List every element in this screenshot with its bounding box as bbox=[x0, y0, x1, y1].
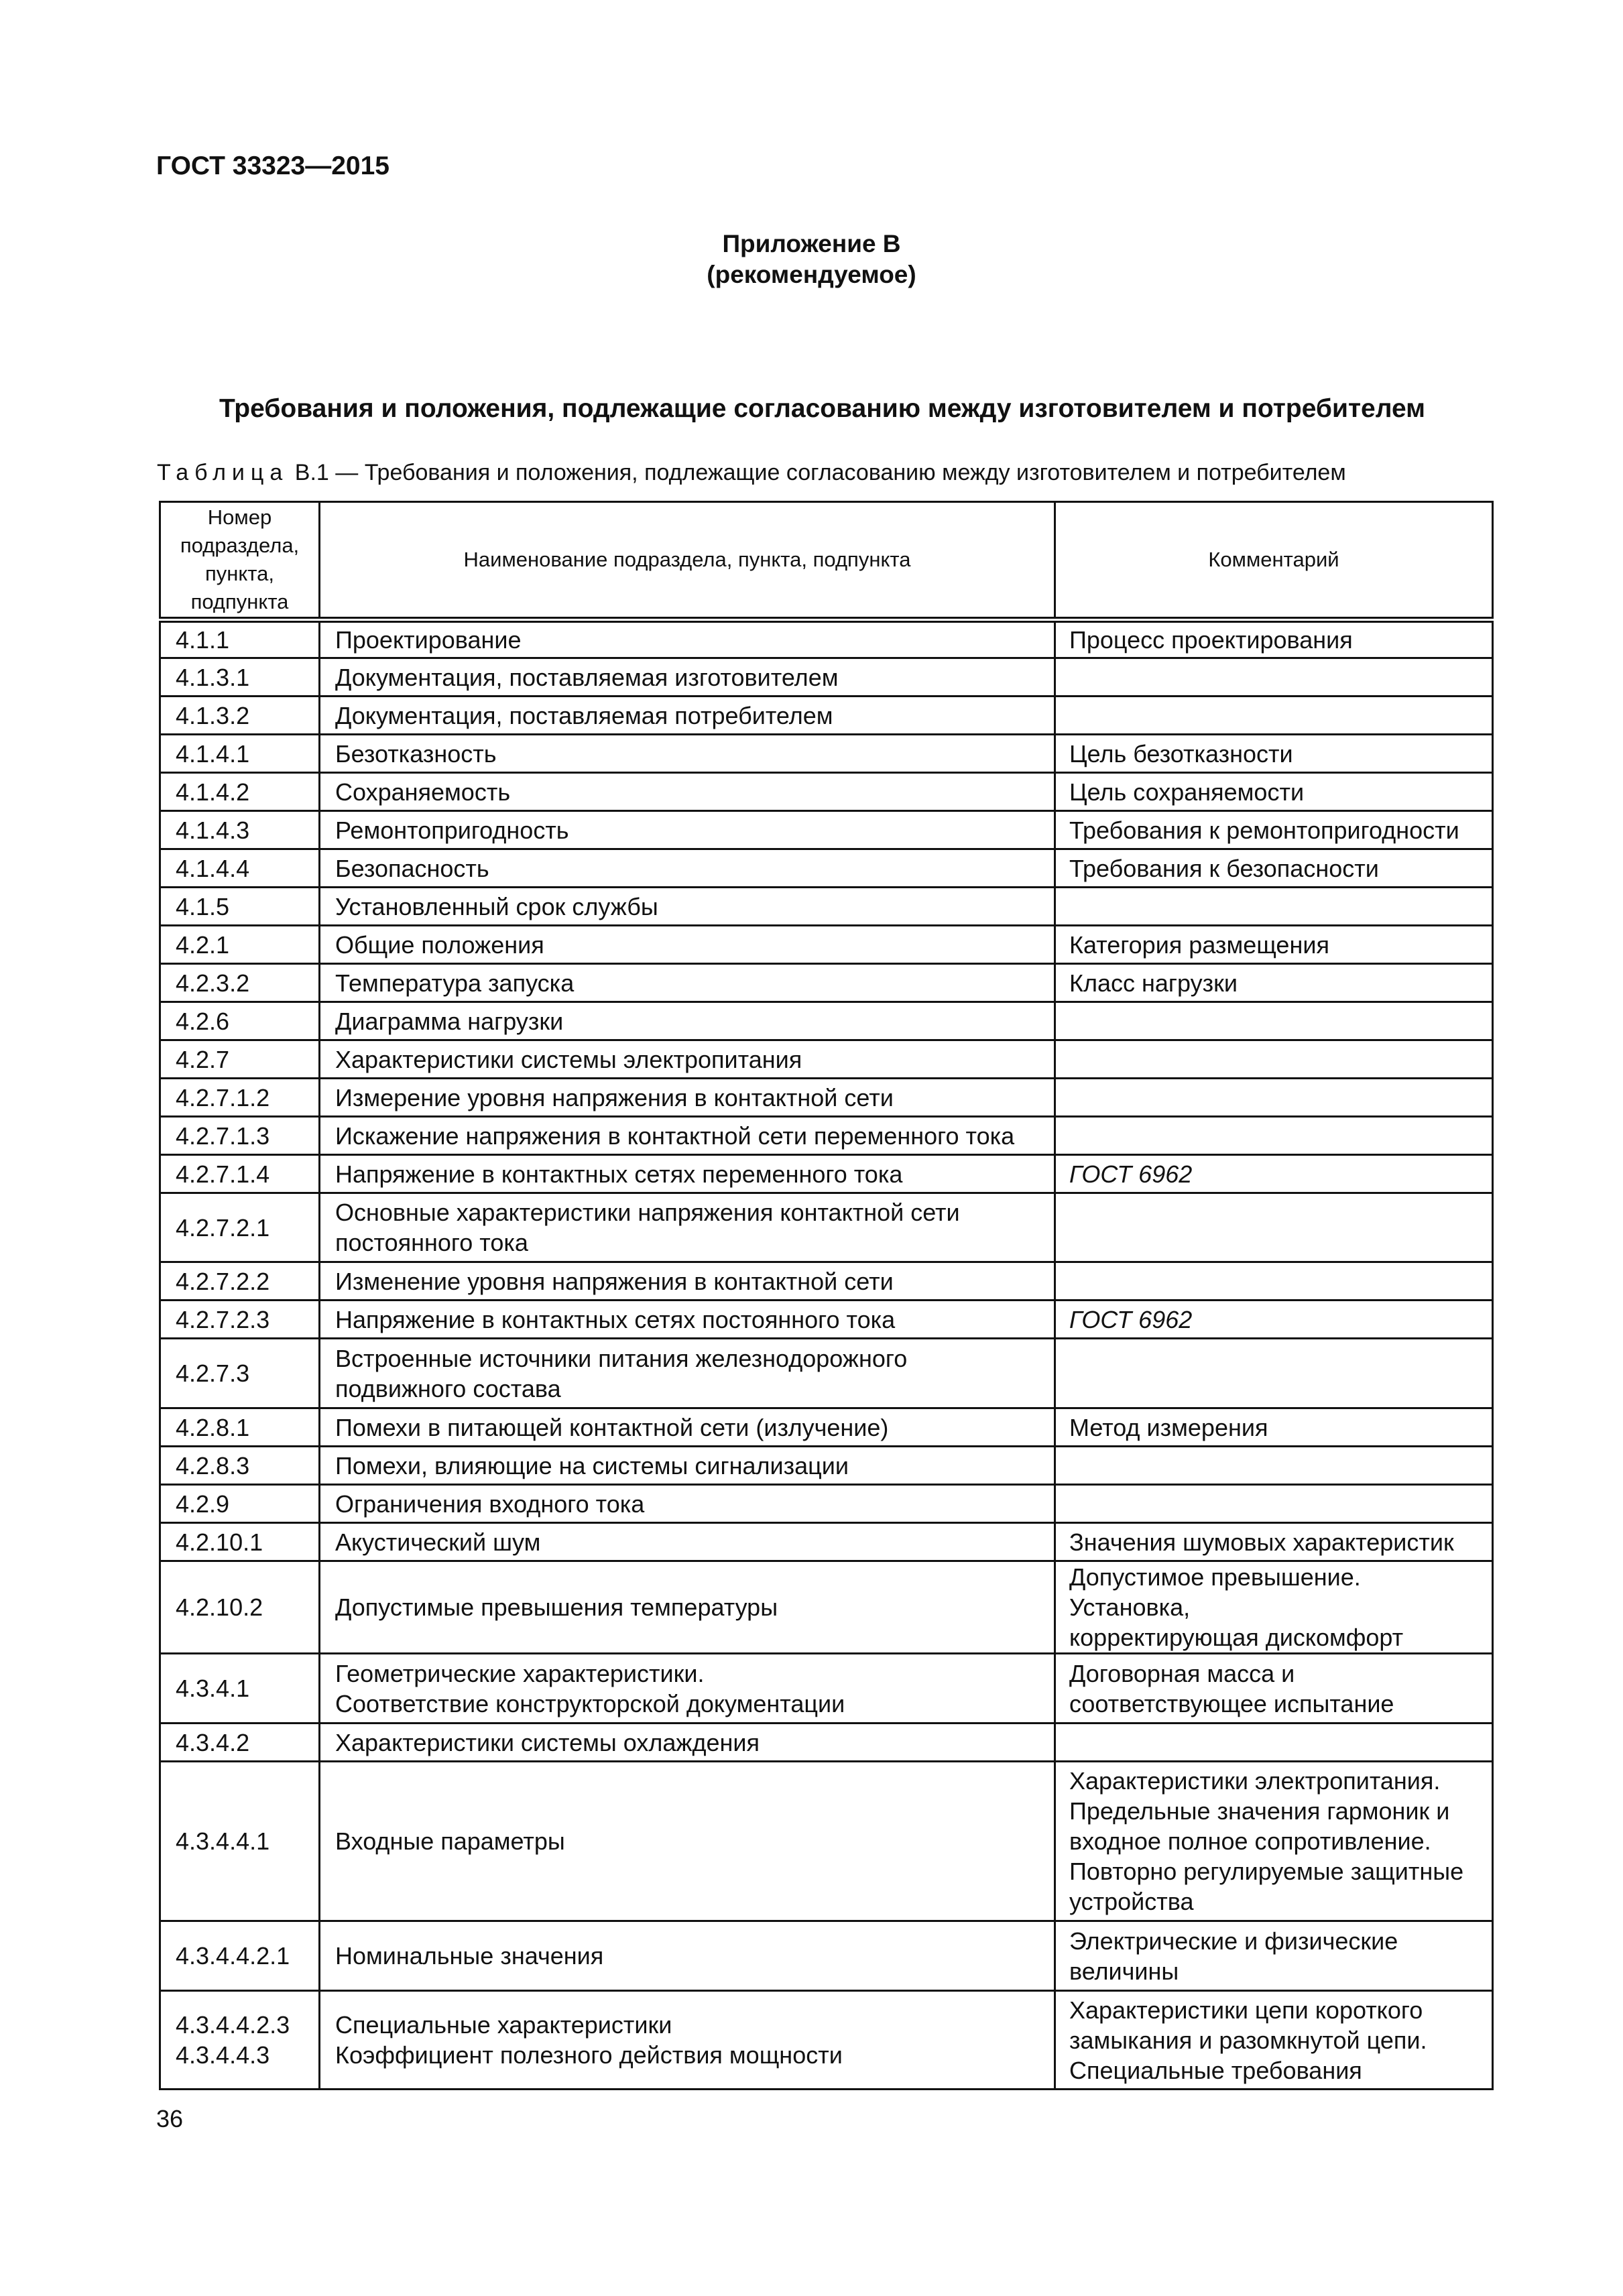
row-number: 4.2.7.1.3 bbox=[160, 1117, 320, 1155]
row-name: Основные характеристики напряжения контактной сети постоянного тока bbox=[320, 1193, 1055, 1262]
table-row bbox=[160, 1921, 1493, 1991]
row-comment bbox=[1055, 1447, 1493, 1485]
row-comment bbox=[1055, 888, 1493, 926]
row-number: 4.3.4.4.2.1 bbox=[160, 1921, 320, 1991]
table-row bbox=[160, 811, 1493, 849]
row-number: 4.2.1 bbox=[160, 926, 320, 964]
document-code: ГОСТ 33323—2015 bbox=[156, 152, 389, 180]
row-comment bbox=[1055, 1040, 1493, 1079]
table-caption-label: Таблица bbox=[157, 460, 289, 485]
appendix-status: (рекомендуемое) bbox=[707, 261, 916, 288]
table-row bbox=[160, 1654, 1493, 1724]
row-comment bbox=[1055, 658, 1493, 697]
table-row bbox=[160, 1193, 1493, 1262]
row-name: Документация, поставляемая изготовителем bbox=[320, 658, 1055, 697]
row-name: Акустический шум bbox=[320, 1523, 1055, 1561]
row-name: Ограничения входного тока bbox=[320, 1485, 1055, 1523]
row-name: Температура запуска bbox=[320, 964, 1055, 1002]
row-comment: Процесс проектирования bbox=[1055, 620, 1493, 658]
row-comment: Класс нагрузки bbox=[1055, 964, 1493, 1002]
row-number: 4.2.3.2 bbox=[160, 964, 320, 1002]
table-row bbox=[160, 1408, 1493, 1447]
row-comment: Требования к ремонтопригодности bbox=[1055, 811, 1493, 849]
row-comment: ГОСТ 6962 bbox=[1055, 1301, 1493, 1339]
page-number: 36 bbox=[156, 2105, 184, 2132]
row-name: Сохраняемость bbox=[320, 773, 1055, 811]
row-number: 4.1.4.3 bbox=[160, 811, 320, 849]
row-number: 4.2.7.2.3 bbox=[160, 1301, 320, 1339]
table-row bbox=[160, 1485, 1493, 1523]
row-number: 4.1.3.2 bbox=[160, 697, 320, 735]
row-name: Специальные характеристики Коэффициент полезного действия мощности bbox=[320, 1991, 1055, 2090]
row-comment bbox=[1055, 1117, 1493, 1155]
row-name: Номинальные значения bbox=[320, 1921, 1055, 1991]
row-name: Безотказность bbox=[320, 735, 1055, 773]
row-number: 4.2.7.3 bbox=[160, 1339, 320, 1408]
header-name: Наименование подраздела, пункта, подпункта bbox=[320, 502, 1055, 620]
section-heading: Требования и положения, подлежащие согласованию между изготовителем и потребителем bbox=[219, 394, 1426, 423]
row-name: Измерение уровня напряжения в контактной сети bbox=[320, 1079, 1055, 1117]
row-comment bbox=[1055, 1262, 1493, 1301]
row-name: Искажение напряжения в контактной сети переменного тока bbox=[320, 1117, 1055, 1155]
row-number: 4.2.10.1 bbox=[160, 1523, 320, 1561]
table-body bbox=[160, 620, 1493, 2090]
row-name: Ремонтопригодность bbox=[320, 811, 1055, 849]
row-number: 4.2.7.2.2 bbox=[160, 1262, 320, 1301]
table-caption bbox=[157, 460, 1346, 486]
row-comment bbox=[1055, 1339, 1493, 1408]
row-comment: Электрические и физические величины bbox=[1055, 1921, 1493, 1991]
table-row bbox=[160, 1762, 1493, 1921]
table-row bbox=[160, 926, 1493, 964]
table-row bbox=[160, 964, 1493, 1002]
row-number: 4.1.5 bbox=[160, 888, 320, 926]
row-name: Помехи в питающей контактной сети (излучение) bbox=[320, 1408, 1055, 1447]
table-row bbox=[160, 620, 1493, 658]
table-row bbox=[160, 849, 1493, 888]
row-comment: ГОСТ 6962 bbox=[1055, 1155, 1493, 1193]
row-comment bbox=[1055, 1002, 1493, 1040]
row-name: Напряжение в контактных сетях постоянного тока bbox=[320, 1301, 1055, 1339]
row-number: 4.2.8.1 bbox=[160, 1408, 320, 1447]
row-comment bbox=[1055, 1193, 1493, 1262]
row-name: Установленный срок службы bbox=[320, 888, 1055, 926]
row-number: 4.3.4.2 bbox=[160, 1724, 320, 1762]
row-name: Помехи, влияющие на системы сигнализации bbox=[320, 1447, 1055, 1485]
row-number: 4.2.7.1.4 bbox=[160, 1155, 320, 1193]
row-number: 4.3.4.4.1 bbox=[160, 1762, 320, 1921]
table-row bbox=[160, 1002, 1493, 1040]
row-comment bbox=[1055, 697, 1493, 735]
row-name: Безопасность bbox=[320, 849, 1055, 888]
row-name: Характеристики системы электропитания bbox=[320, 1040, 1055, 1079]
table-row bbox=[160, 773, 1493, 811]
table-row bbox=[160, 1447, 1493, 1485]
row-number: 4.1.4.4 bbox=[160, 849, 320, 888]
row-name: Встроенные источники питания железнодорожного подвижного состава bbox=[320, 1339, 1055, 1408]
row-name: Допустимые превышения температуры bbox=[320, 1561, 1055, 1654]
row-number: 4.2.7.2.1 bbox=[160, 1193, 320, 1262]
table-row bbox=[160, 1339, 1493, 1408]
table-row bbox=[160, 658, 1493, 697]
row-comment bbox=[1055, 1079, 1493, 1117]
row-number: 4.3.4.1 bbox=[160, 1654, 320, 1724]
row-number: 4.2.10.2 bbox=[160, 1561, 320, 1654]
table-row bbox=[160, 697, 1493, 735]
row-number: 4.2.7.1.2 bbox=[160, 1079, 320, 1117]
table-row bbox=[160, 1523, 1493, 1561]
row-comment: Значения шумовых характеристик bbox=[1055, 1523, 1493, 1561]
row-name: Характеристики системы охлаждения bbox=[320, 1724, 1055, 1762]
table-caption-text: В.1 — Требования и положения, подлежащие согласованию между изготовителем и потребителем bbox=[294, 460, 1346, 485]
row-number: 4.2.8.3 bbox=[160, 1447, 320, 1485]
row-comment: Категория размещения bbox=[1055, 926, 1493, 964]
row-comment: Характеристики электропитания. Предельные значения гармоник и входное полное сопротивление. Повторно регулируемые защитные устройства bbox=[1055, 1762, 1493, 1921]
row-number: 4.1.4.1 bbox=[160, 735, 320, 773]
row-name: Геометрические характеристики. Соответствие конструкторской документации bbox=[320, 1654, 1055, 1724]
row-name: Проектирование bbox=[320, 620, 1055, 658]
appendix-title: Приложение В bbox=[722, 230, 901, 257]
row-comment: Характеристики цепи короткого замыкания и разомкнутой цепи. Специальные требования bbox=[1055, 1991, 1493, 2090]
row-name: Входные параметры bbox=[320, 1762, 1055, 1921]
table-row bbox=[160, 1301, 1493, 1339]
row-comment: Требования к безопасности bbox=[1055, 849, 1493, 888]
table-row bbox=[160, 1561, 1493, 1654]
row-number: 4.2.6 bbox=[160, 1002, 320, 1040]
row-comment bbox=[1055, 1724, 1493, 1762]
row-name: Общие положения bbox=[320, 926, 1055, 964]
table-row bbox=[160, 1262, 1493, 1301]
table-row bbox=[160, 888, 1493, 926]
row-number: 4.3.4.4.2.3 4.3.4.4.3 bbox=[160, 1991, 320, 2090]
row-number: 4.2.7 bbox=[160, 1040, 320, 1079]
row-comment: Метод измерения bbox=[1055, 1408, 1493, 1447]
table-row bbox=[160, 735, 1493, 773]
row-number: 4.1.4.2 bbox=[160, 773, 320, 811]
table-row bbox=[160, 1155, 1493, 1193]
header-number: Номер подраздела, пункта, подпункта bbox=[160, 502, 320, 620]
row-comment: Допустимое превышение. Установка, корректирующая дискомфорт bbox=[1055, 1561, 1493, 1654]
row-name: Документация, поставляемая потребителем bbox=[320, 697, 1055, 735]
row-name: Изменение уровня напряжения в контактной сети bbox=[320, 1262, 1055, 1301]
row-comment: Цель сохраняемости bbox=[1055, 773, 1493, 811]
row-number: 4.1.1 bbox=[160, 620, 320, 658]
table-row bbox=[160, 1040, 1493, 1079]
table-row bbox=[160, 1117, 1493, 1155]
row-comment: Цель безотказности bbox=[1055, 735, 1493, 773]
requirements-table bbox=[159, 501, 1494, 2090]
row-comment bbox=[1055, 1485, 1493, 1523]
table-row bbox=[160, 1079, 1493, 1117]
table-header-row bbox=[160, 502, 1493, 620]
row-name: Диаграмма нагрузки bbox=[320, 1002, 1055, 1040]
table-row bbox=[160, 1724, 1493, 1762]
row-number: 4.2.9 bbox=[160, 1485, 320, 1523]
header-comment: Комментарий bbox=[1055, 502, 1493, 620]
row-comment: Договорная масса и соответствующее испытание bbox=[1055, 1654, 1493, 1724]
table-row bbox=[160, 1991, 1493, 2090]
row-name: Напряжение в контактных сетях переменного тока bbox=[320, 1155, 1055, 1193]
row-number: 4.1.3.1 bbox=[160, 658, 320, 697]
